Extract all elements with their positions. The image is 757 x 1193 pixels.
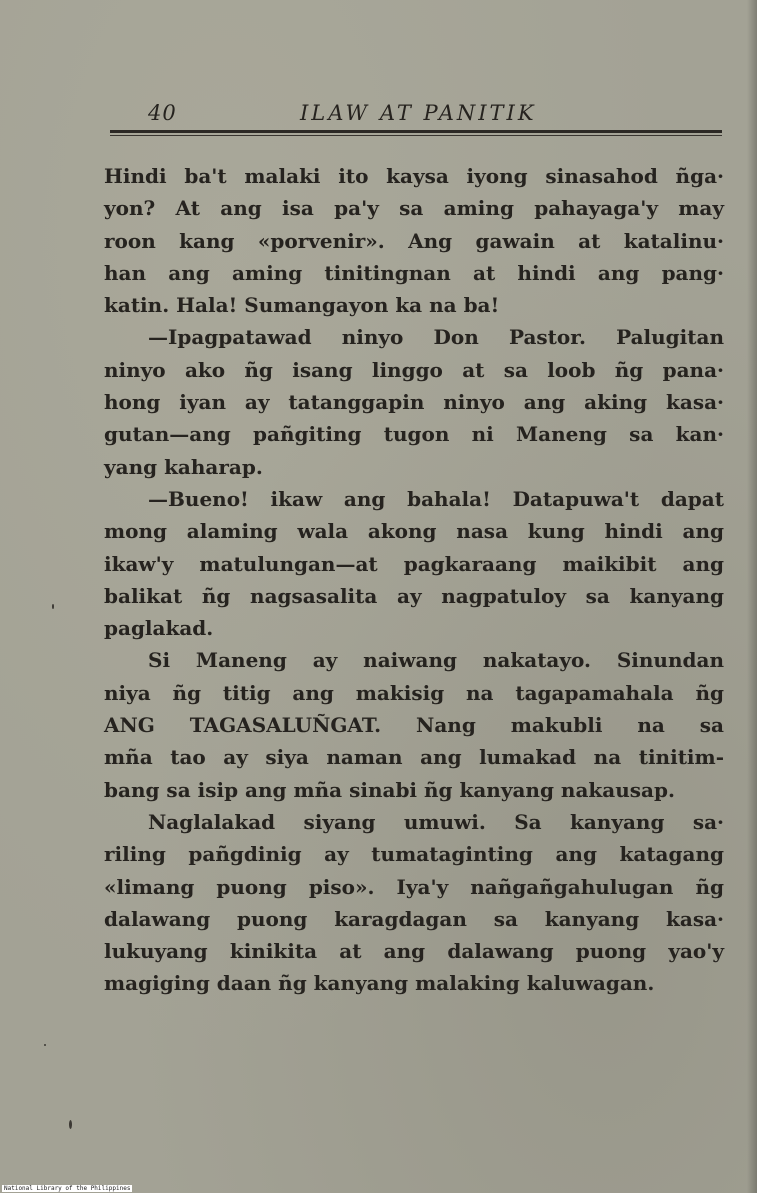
text-line: bang sa isip ang mña sinabi ñg kanyang nakausap. (104, 777, 675, 802)
text-line: gutan—ang pañgiting tugon ni Maneng sa kan· (104, 422, 724, 447)
text-line: paglakad. (104, 616, 214, 641)
text-line: katin. Hala! Sumangayon ka na ba! (104, 293, 500, 318)
text-line: yon? At ang isa pa'y sa aming pahayaga'y may (104, 196, 724, 221)
text-line: hong iyan ay tatanggapin ninyo ang aking kasa· (104, 390, 724, 415)
header-rule-thick (110, 130, 722, 133)
text-line: niya ñg titig ang makisig na tagapamahala ñg (104, 680, 724, 705)
text-line: riling pañgdinig ay tumataginting ang katagang (104, 842, 724, 867)
text-line: —Ipagpatawad ninyo Don Pastor. Palugitan (148, 325, 724, 350)
text-line: ninyo ako ñg isang linggo at sa loob ñg pana· (104, 357, 724, 382)
text-line: —Bueno! ikaw ang bahala! Datapuwa't dapat (148, 486, 724, 511)
library-credit: National Library of the Philippines (4, 1185, 131, 1192)
ink-speck (52, 604, 54, 609)
text-line: dalawang puong karagdagan sa kanyang kasa· (104, 906, 724, 931)
text-line: balikat ñg nagsasalita ay nagpatuloy sa kanyang (104, 583, 724, 608)
page-header (148, 101, 728, 131)
running-title: ILAW AT PANITIK (300, 101, 537, 125)
ink-speck (44, 1044, 46, 1046)
text-line: han ang aming tinitingnan at hindi ang pang· (104, 260, 724, 285)
paragraph (104, 321, 724, 482)
text-line: mña tao ay siya naman ang lumakad na tinitim- (104, 745, 724, 770)
paragraph (104, 806, 724, 1000)
text-line: lukuyang kinikita at ang dalawang puong yao'y (104, 939, 724, 964)
paragraph (104, 644, 724, 805)
text-line: Si Maneng ay naiwang nakatayo. Sinundan (148, 648, 724, 673)
paragraph (104, 483, 724, 644)
paragraph (104, 160, 724, 321)
text-line: Hindi ba't malaki ito kaysa iyong sinasahod ñga· (104, 164, 724, 188)
text-line: mong alaming wala akong nasa kung hindi ang (104, 519, 724, 544)
text-line: yang kaharap. (104, 454, 263, 479)
text-line: roon kang «porvenir». Ang gawain at katalinu· (104, 228, 724, 253)
text-line: Naglalakad siyang umuwi. Sa kanyang sa· (148, 809, 724, 834)
header-rule-thin (110, 135, 722, 136)
text-line: magiging daan ñg kanyang malaking kaluwagan. (104, 971, 655, 996)
ink-speck (69, 1120, 72, 1129)
page-edge-shadow (747, 0, 757, 1193)
text-line: ANG TAGASALUÑGAT. Nang makubli na sa (104, 713, 724, 738)
text-line: ikaw'y matulungan—at pagkaraang maikibit ang (104, 551, 724, 576)
body-text (104, 160, 724, 1000)
text-line: «limang puong piso». Iya'y nañgañgahulugan ñg (104, 874, 724, 899)
page-number: 40 (148, 101, 177, 125)
